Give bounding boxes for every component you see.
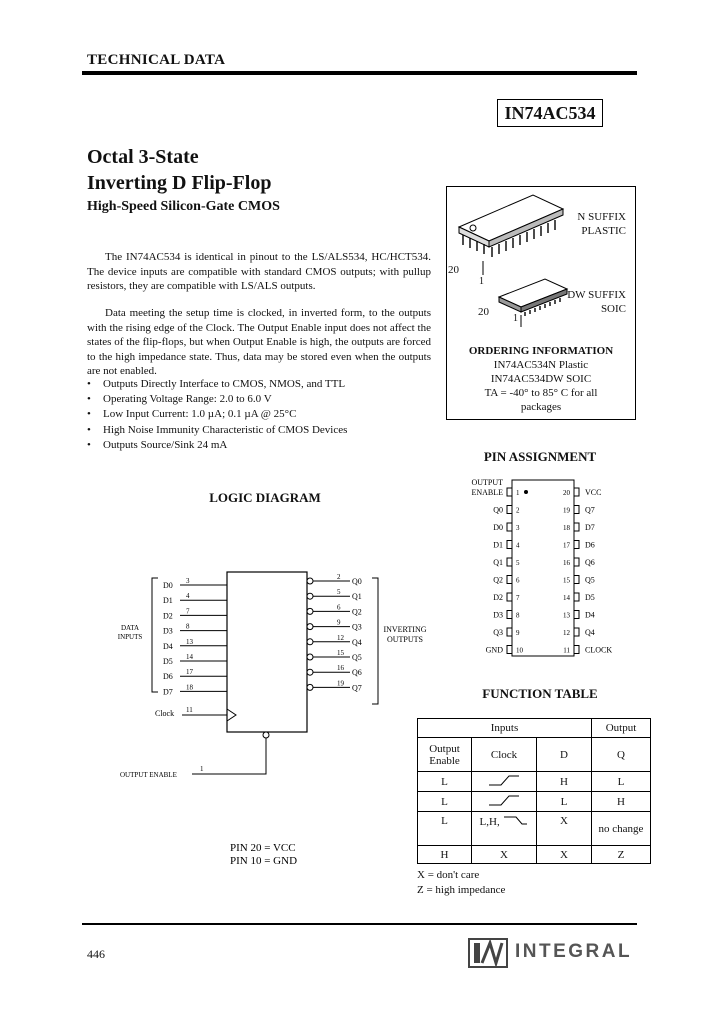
output-label: Q0 (352, 577, 362, 586)
dw-suffix-text: DW SUFFIX (567, 289, 626, 301)
pin-number: 11 (563, 646, 570, 655)
n-pin1-label: 1 (479, 276, 484, 287)
table-row (418, 846, 651, 864)
input-pin: 4 (186, 592, 190, 601)
feature-item: • Low Input Current: 1.0 µA; 0.1 µA @ 25°C (87, 407, 347, 422)
pin-number: 20 (563, 489, 570, 497)
output-label: Q7 (352, 683, 362, 693)
page-number: 446 (87, 947, 105, 961)
flip-flop-block (227, 572, 307, 732)
output-pin: 12 (337, 633, 344, 642)
pin-label-oe-top: OUTPUT (471, 478, 503, 487)
pin-label: VCC (585, 488, 602, 497)
output-pin: 19 (337, 679, 344, 688)
rising-edge-icon (487, 774, 521, 786)
ordering-line2: IN74AC534DW SOIC (490, 373, 592, 385)
input-pin: 14 (186, 653, 193, 661)
pin-stub (507, 628, 512, 636)
output-pin: 6 (337, 603, 341, 612)
pin-stub (574, 576, 579, 584)
pin-label: Q3 (493, 628, 503, 637)
function-table (417, 718, 651, 864)
output-label: Q5 (352, 653, 362, 662)
title-line1: Octal 3-State (87, 146, 199, 168)
output-label: Q1 (352, 592, 362, 602)
pin10-note: PIN 10 = GND (230, 855, 298, 867)
col-q: Q (592, 738, 651, 772)
cell-oe: L (418, 772, 472, 792)
n-type-text: PLASTIC (581, 225, 626, 237)
input-label: D0 (163, 581, 173, 590)
group-inputs: Inputs (418, 719, 592, 738)
brand-name: INTEGRAL (515, 941, 633, 962)
ordering-heading: ORDERING INFORMATION (468, 345, 614, 357)
logic-diagram-heading: LOGIC DIAGRAM (209, 490, 321, 505)
pin-stub (574, 523, 579, 531)
pin1-dot (524, 490, 528, 494)
pin-stub (507, 593, 512, 601)
pin-label: D4 (585, 610, 595, 620)
output-label: Q3 (352, 622, 362, 632)
ordering-line4: packages (520, 401, 562, 413)
output-pin: 16 (337, 664, 344, 673)
title-line2: Inverting D Flip-Flop (87, 172, 272, 194)
input-pin: 17 (186, 668, 193, 677)
table-row (418, 792, 651, 812)
feature-item: • High Noise Immunity Characteristic of CMOS Devices (87, 423, 347, 438)
description-p2: Data meeting the setup time is clocked, in inverted form, to the outputs with the rising edge of the Clock. The Output Enable input does not affect the states of the flip-flops, but when Output Enable is high, the outputs are forced to the high impedance state. Thus, data may be stored even when the outputs are not enabled. (87, 307, 431, 378)
data-inputs-label2: INPUTS (117, 633, 143, 641)
footer-rule (82, 923, 637, 925)
input-pin: 18 (186, 683, 193, 692)
integral-logo-icon (468, 938, 508, 968)
output-label: Q4 (352, 637, 362, 647)
pin-number: 10 (516, 646, 523, 655)
pin-number: 16 (563, 559, 570, 567)
cell-d: L (537, 792, 592, 812)
cell-d: X (537, 812, 592, 846)
pin-stub (507, 646, 512, 654)
output-bubble (307, 578, 313, 584)
output-pin: 15 (337, 649, 344, 657)
pin-stub (507, 611, 512, 619)
logic-diagram (100, 560, 440, 870)
pin-label: D6 (585, 540, 595, 550)
input-pin: 7 (186, 607, 190, 616)
dw-pin20-label: 20 (478, 306, 489, 318)
note-high-impedance: Z = high impedance (417, 884, 506, 896)
group-output: Output (592, 719, 651, 738)
pin-label: D3 (493, 610, 503, 620)
input-label: D3 (163, 626, 173, 636)
cell-q: L (592, 772, 651, 792)
ordering-line1: IN74AC534N Plastic (493, 359, 589, 371)
falling-edge-icon (502, 815, 528, 825)
cell-clock-rise (472, 772, 537, 792)
inverting-label1: INVERTING (383, 625, 427, 634)
function-table-heading: FUNCTION TABLE (482, 686, 598, 701)
oe-bubble (263, 732, 269, 738)
output-label: Q6 (352, 668, 362, 678)
pin-stub (574, 558, 579, 566)
pin-stub (507, 506, 512, 514)
pin-number: 14 (563, 594, 570, 602)
pin-stub (574, 593, 579, 601)
cell-d: X (537, 846, 592, 864)
pin-number: 9 (516, 629, 520, 637)
pin-number: 8 (516, 611, 520, 620)
dw-type-text: SOIC (600, 303, 626, 315)
oe-label: OUTPUT ENABLE (120, 771, 177, 779)
pin-label: Q6 (585, 558, 595, 567)
input-label: D6 (163, 672, 173, 682)
pin-stub (574, 488, 579, 496)
pin-assignment-diagram (440, 474, 640, 660)
feature-list (87, 377, 347, 453)
output-bubble (307, 593, 313, 599)
pin-stub (574, 628, 579, 636)
description-p1: The IN74AC534 is identical in pinout to the LS/ALS534, HC/HCT534. The device inputs are compatible with standard CMOS outputs; with pullup resistors, they are compatible with LS/ALS outputs. (87, 251, 431, 293)
input-label: D7 (163, 687, 173, 697)
output-bracket (372, 578, 378, 704)
table-row (418, 772, 651, 792)
pin-stub (574, 646, 579, 654)
pin-label: D0 (493, 523, 503, 532)
pin-assignment-heading: PIN ASSIGNMENT (483, 449, 597, 464)
note-dont-care: X = don't care (417, 869, 480, 881)
dw-pin1-label: 1 (513, 313, 518, 324)
pin-stub (574, 611, 579, 619)
rising-edge-icon (487, 794, 521, 806)
cell-q: H (592, 792, 651, 812)
pin-stub (507, 558, 512, 566)
input-label: D5 (163, 657, 173, 666)
pin-stub (507, 488, 512, 496)
pin-stub (507, 541, 512, 549)
output-bubble (307, 684, 313, 690)
oe-pin: 1 (200, 765, 204, 773)
output-pin: 9 (337, 618, 341, 627)
pin-number: 5 (516, 559, 520, 567)
feature-item: • Outputs Source/Sink 24 mA (87, 438, 347, 453)
pin-label: CLOCK (585, 645, 613, 655)
pin-label: Q7 (585, 505, 595, 515)
pin-label: Q1 (493, 558, 503, 567)
output-label: Q2 (352, 607, 362, 617)
cell-oe: H (418, 846, 472, 864)
pin-number: 17 (563, 541, 570, 550)
header-rule (82, 71, 637, 75)
section-header: TECHNICAL DATA (87, 52, 226, 68)
pin-number: 7 (516, 594, 520, 602)
cell-oe: L (418, 812, 472, 846)
input-pin: 8 (186, 622, 190, 631)
pin-number: 3 (516, 524, 520, 532)
feature-item: • Outputs Directly Interface to CMOS, NMOS, and TTL (87, 377, 347, 392)
pin-number: 18 (563, 524, 570, 532)
n-suffix-text: N SUFFIX (577, 211, 626, 223)
input-label: D2 (163, 611, 173, 621)
output-bubble (307, 608, 313, 614)
pin-label: Q5 (585, 575, 595, 585)
pin-label: Q4 (585, 628, 595, 637)
input-label: D4 (163, 641, 173, 651)
input-bracket (152, 578, 158, 692)
output-pin: 5 (337, 588, 341, 597)
pin-stub (574, 541, 579, 549)
pin-label: D2 (493, 593, 503, 602)
pin-number: 2 (516, 506, 520, 515)
input-pin: 13 (186, 637, 193, 646)
output-bubble (307, 669, 313, 675)
pin-label: GND (485, 645, 503, 655)
table-row (418, 812, 651, 846)
pin-number: 19 (563, 506, 570, 515)
pin20-note: PIN 20 = VCC (230, 842, 296, 854)
output-bubble (307, 624, 313, 630)
pin-stub (574, 506, 579, 514)
cell-q: no change (592, 812, 651, 846)
n-pin20-label: 20 (448, 264, 459, 276)
pin-label: Q0 (493, 505, 503, 515)
cell-d: H (537, 772, 592, 792)
ordering-line3: TA = -40° to 85° C for all (484, 387, 598, 399)
title-line3: High-Speed Silicon-Gate CMOS (87, 199, 280, 214)
output-bubble (307, 654, 313, 660)
pin-label-oe-bottom: ENABLE (471, 488, 503, 497)
cell-oe: L (418, 792, 472, 812)
output-pin: 2 (337, 573, 341, 581)
pin-number: 15 (563, 576, 570, 585)
output-bubble (307, 639, 313, 645)
inverting-label2: OUTPUTS (386, 635, 424, 644)
input-label: D1 (163, 596, 173, 606)
n-suffix-label (540, 210, 626, 238)
pin-number: 12 (563, 629, 570, 637)
pin-label: D5 (585, 593, 595, 602)
col-d: D (537, 738, 592, 772)
pin-stub (507, 523, 512, 531)
pin-number: 6 (516, 576, 520, 585)
cell-clock-rise (472, 792, 537, 812)
pin-number: 13 (563, 611, 570, 620)
pin-label: Q2 (493, 575, 503, 585)
feature-item: • Operating Voltage Range: 2.0 to 6.0 V (87, 392, 347, 407)
clock-label: Clock (155, 709, 175, 718)
clock-pin: 11 (186, 706, 193, 714)
pin-label: D7 (585, 523, 595, 532)
data-inputs-label1: DATA (120, 624, 140, 632)
input-pin: 3 (186, 577, 190, 585)
pin-number: 1 (516, 489, 520, 497)
cell-clock: X (472, 846, 537, 864)
cell-clock (472, 812, 537, 846)
cell-q: Z (592, 846, 651, 864)
pin-stub (507, 576, 512, 584)
part-number-box: IN74AC534 (497, 99, 603, 127)
dw-suffix-label (540, 288, 626, 316)
pin-number: 4 (516, 541, 520, 550)
col-clock: Clock (472, 738, 537, 772)
pin-label: D1 (493, 540, 503, 550)
clock-lh-text: L,H, (479, 816, 500, 828)
col-oe: Output Enable (418, 738, 472, 772)
